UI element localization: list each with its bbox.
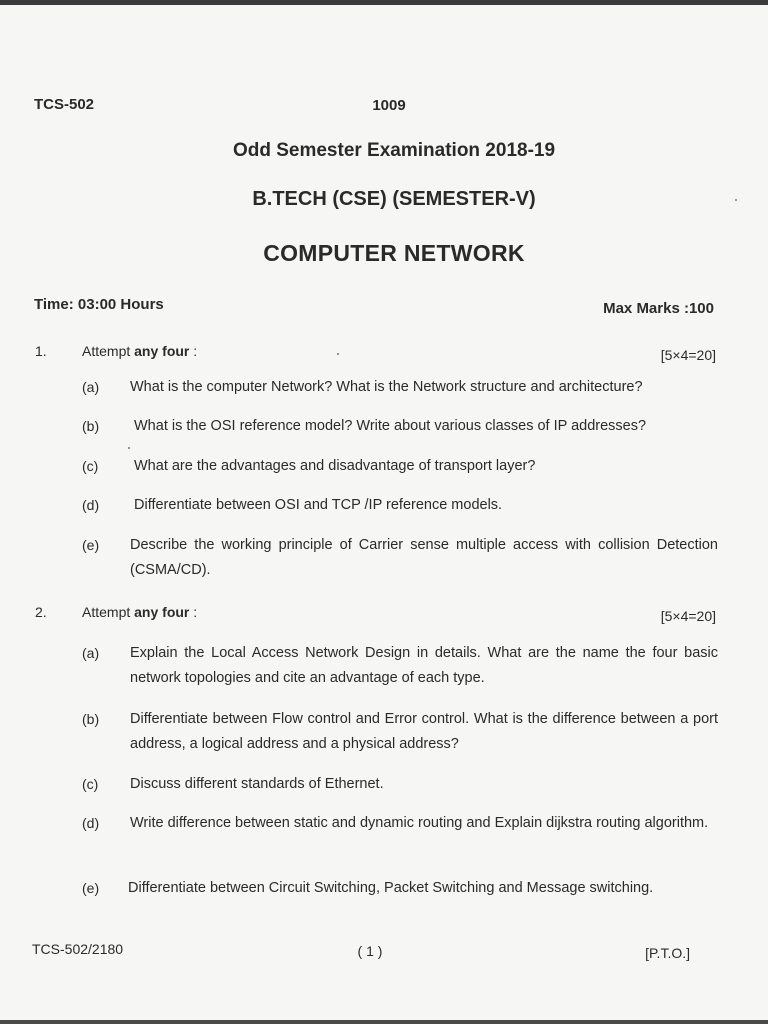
paper-id: 1009 bbox=[372, 97, 406, 114]
question-instruction: Attempt any four : bbox=[82, 343, 198, 359]
please-turn-over: [P.T.O.] bbox=[645, 945, 690, 961]
paper-code: TCS-502 bbox=[34, 96, 95, 113]
scan-speck bbox=[337, 353, 339, 355]
item-text: Explain the Local Access Network Design in details. What are the name the four basic network topologies and cite an advantage of each type. bbox=[130, 645, 718, 686]
scan-speck bbox=[128, 447, 130, 449]
item-label: (e) bbox=[82, 537, 100, 553]
max-marks: Max Marks :100 bbox=[603, 300, 714, 317]
scan-speck bbox=[735, 199, 737, 201]
question-marks: [5×4=20] bbox=[660, 608, 716, 624]
item-text: Write difference between static and dynamic routing and Explain dijkstra routing algorithm. bbox=[130, 815, 709, 831]
item-label: (c) bbox=[82, 776, 99, 792]
item-label: (d) bbox=[82, 815, 100, 831]
item-label: (b) bbox=[82, 418, 100, 434]
question-marks: [5×4=20] bbox=[660, 347, 716, 363]
item-label: (d) bbox=[82, 497, 100, 513]
scan-top-edge bbox=[0, 0, 768, 5]
exam-time: Time: 03:00 Hours bbox=[34, 296, 164, 313]
item-label: (b) bbox=[82, 711, 100, 727]
question-number: 2. bbox=[35, 604, 47, 620]
footer-paper-code: TCS-502/2180 bbox=[32, 941, 124, 957]
item-text: Describe the working principle of Carrier sense multiple access with collision Detection (CSMA/CD). bbox=[130, 537, 718, 578]
subject-title: COMPUTER NETWORK bbox=[263, 240, 525, 266]
item-text: Differentiate between Flow control and Error control. What is the difference between a port address, a logical address and a physical address? bbox=[130, 711, 718, 752]
exam-title: Odd Semester Examination 2018-19 bbox=[232, 140, 556, 161]
item-text: What is the computer Network? What is the Network structure and architecture? bbox=[130, 379, 643, 395]
page-number: ( 1 ) bbox=[357, 943, 383, 959]
item-text: What are the advantages and disadvantage of transport layer? bbox=[134, 458, 536, 474]
item-text: Differentiate between Circuit Switching, Packet Switching and Message switching. bbox=[128, 880, 654, 896]
item-label: (c) bbox=[82, 458, 99, 474]
item-text: Differentiate between OSI and TCP /IP reference models. bbox=[134, 497, 503, 513]
question-number: 1. bbox=[35, 343, 47, 359]
question-instruction: Attempt any four : bbox=[82, 604, 198, 620]
scan-bottom-edge bbox=[0, 1020, 768, 1024]
item-label: (a) bbox=[82, 379, 100, 395]
item-text: What is the OSI reference model? Write about various classes of IP addresses? bbox=[134, 418, 647, 434]
program-title: B.TECH (CSE) (SEMESTER-V) bbox=[252, 188, 536, 210]
item-label: (a) bbox=[82, 645, 100, 661]
item-text: Discuss different standards of Ethernet. bbox=[130, 776, 384, 792]
item-label: (e) bbox=[82, 880, 100, 896]
